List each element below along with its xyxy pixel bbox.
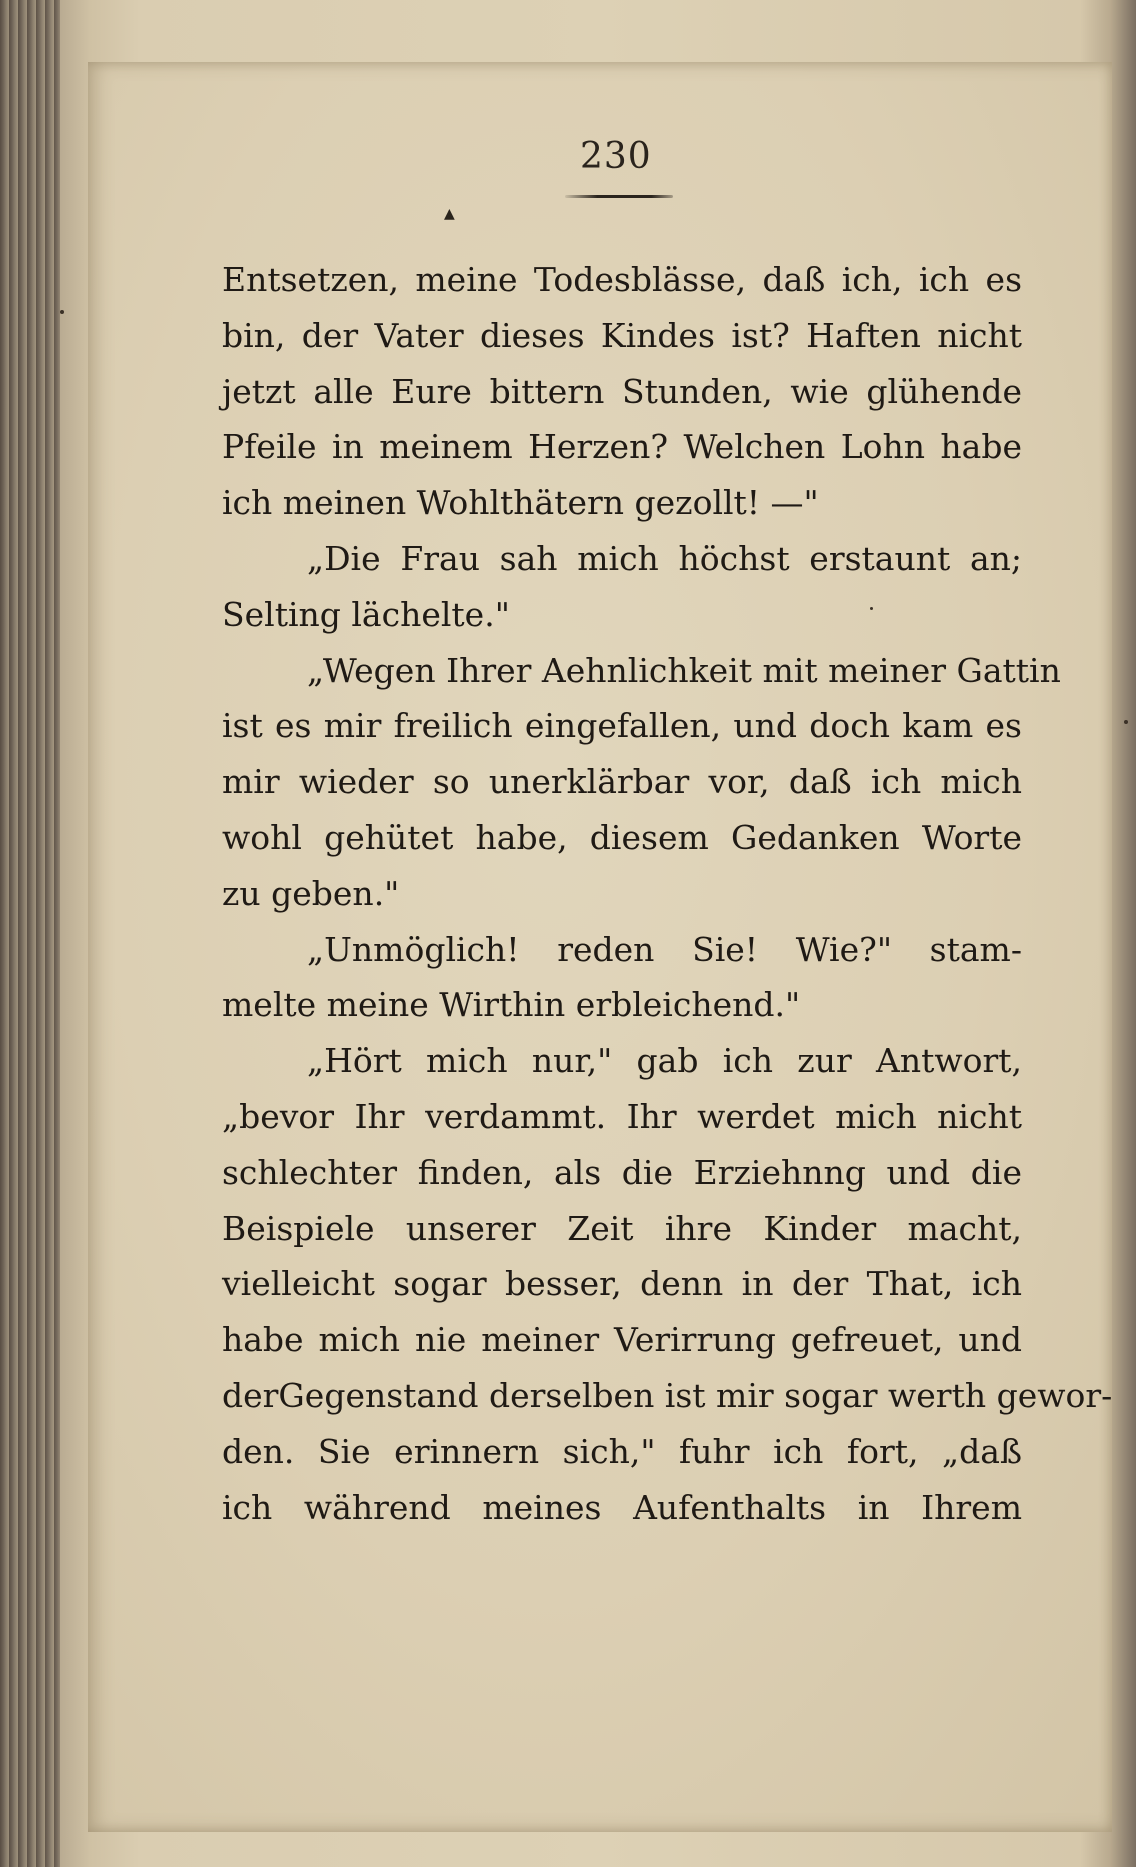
text-line: schlechter finden, als die Erziehnng und die xyxy=(222,1152,1022,1192)
text-line: Entsetzen, meine Todesblässe, daß ich, ich es xyxy=(222,260,1022,299)
text-line: zu geben." xyxy=(222,873,400,913)
text-line: „bevor Ihr verdammt. Ihr werdet mich nicht xyxy=(222,1096,1022,1136)
header-rule xyxy=(565,195,673,198)
text-line: „Unmöglich! reden Sie! Wie?" stam- xyxy=(307,929,1022,969)
text-line: den. Sie erinnern sich," fuhr ich fort, „daß xyxy=(222,1431,1022,1471)
text-line: bin, der Vater dieses Kindes ist? Haften nicht xyxy=(222,315,1022,355)
text-line: vielleicht sogar besser, denn in der That, ich xyxy=(222,1264,1022,1304)
text-line: Beispiele unserer Zeit ihre Kinder macht, xyxy=(222,1208,1022,1248)
paper-speck xyxy=(1124,720,1128,724)
paper-speck xyxy=(870,607,873,610)
text-line: derGegenstand derselben ist mir sogar werth gewor- xyxy=(222,1375,1113,1415)
text-line: „Die Frau sah mich höchst erstaunt an; xyxy=(307,538,1022,578)
text-line: „Wegen Ihrer Aehnlichkeit mit meiner Gattin xyxy=(307,650,1061,690)
paper-speck xyxy=(60,310,64,314)
text-line: Selting lächelte." xyxy=(222,594,510,634)
page-number: 230 xyxy=(580,136,652,177)
text-line: habe mich nie meiner Verirrung gefreuet, und xyxy=(222,1320,1022,1360)
ornament-mark-icon: ▲ xyxy=(444,206,455,222)
text-line: jetzt alle Eure bittern Stunden, wie glühende xyxy=(222,371,1022,411)
text-line: wohl gehütet habe, diesem Gedanken Worte xyxy=(222,817,1022,857)
text-line: ich meinen Wohlthätern gezollt! —" xyxy=(222,483,819,523)
text-line: „Hört mich nur," gab ich zur Antwort, xyxy=(307,1041,1022,1081)
text-line: melte meine Wirthin erbleichend." xyxy=(222,985,801,1025)
text-line: mir wieder so unerklärbar vor, daß ich mich xyxy=(222,762,1022,802)
book-spine-edge xyxy=(0,0,60,1867)
text-line: ist es mir freilich eingefallen, und doch kam es xyxy=(222,706,1022,746)
body-text xyxy=(222,252,1113,1535)
text-line: Pfeile in meinem Herzen? Welchen Lohn habe xyxy=(222,427,1022,467)
text-line: ich während meines Aufenthalts in Ihrem xyxy=(222,1487,1022,1527)
